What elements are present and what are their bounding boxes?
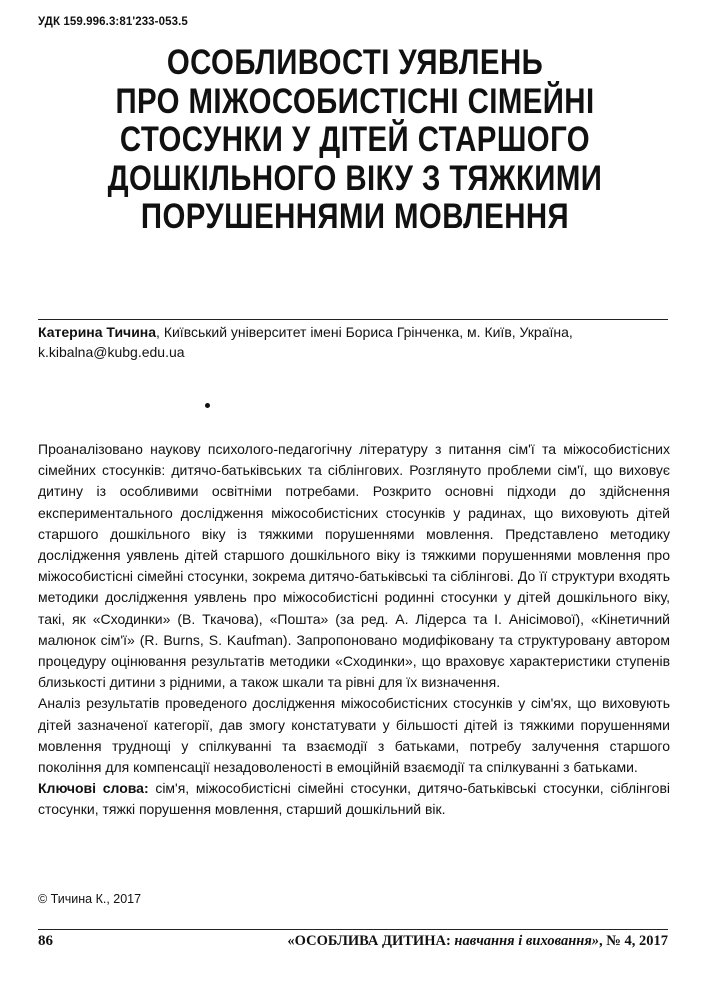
keywords-label: Ключові слова: bbox=[38, 780, 149, 797]
title-line: ПОРУШЕННЯМИ МОВЛЕННЯ bbox=[140, 197, 570, 236]
keywords-text: сім'я, міжособистісні сімейні стосунки, дитячо-батьківські стосунки, сіблінгові стосунки, тяжкі порушення мовлення, старший дошкільний вік. bbox=[38, 780, 670, 818]
keywords bbox=[38, 778, 670, 820]
abstract-paragraph: Проаналізовано наукову психолого-педагогічну літературу з питання сім'ї та міжособистісних сімейних стосунків: дитячо-батьківських та сіблінгових. Розглянуто проблеми сім'ї, що виховує дитину із особливими освітніми потребами. Розкрито основні підходи до здійснення експериментального дослідження міжособистісних стосунків у радинах, що виховують дітей старшого дошкільного віку із тяжкими порушеннями мовлення. Представлено методику дослідження уявлень дітей старшого дошкільного віку із тяжкими порушеннями мовлення про міжособистісні сімейні стосунки, зокрема дитячо-батьківські та сіблінгові. До її структури входять методики дослідження уявлень про міжособистісні родинні стосунки у дітей дошкільного віку, такі, як «Сходинки» (В. Ткачова), «Пошта» (за ред. А. Лідерса та І. Анісімової), «Кінетичний малюнок сім'ї» (R. Burns, S. Kaufman). Запропоновано модифіковану та структуровану автором процедуру оцінювання результатів методики «Сходинки», що враховує характеристики ступенів близькості дитини з рідними, а також шкали та рівні для їх визначення. bbox=[38, 441, 670, 691]
footer-divider bbox=[38, 929, 668, 930]
abstract bbox=[38, 439, 670, 821]
bullet-dot bbox=[205, 403, 210, 408]
article-title bbox=[107, 44, 603, 237]
journal-issue: , № 4, 2017 bbox=[599, 933, 668, 949]
abstract-paragraph: Аналіз результатів проведеного дослідження міжособистісних стосунків у сім'ях, що виховують дітей зазначеної категорії, дав змогу констатувати у більшості дітей із тяжкими порушеннями мовлення труднощі у спілкуванні та взаємодії з батьками, потребу залучення старшого покоління для компенсації незадоволеності в емоційній взаємодії та спілкуванні з батьками. bbox=[38, 695, 670, 776]
copyright: © Тичина К., 2017 bbox=[38, 892, 142, 906]
title-line: ПРО МІЖОСОБИСТІСНІ СІМЕЙНІ bbox=[115, 81, 595, 121]
journal-subtitle: навчання і виховання» bbox=[450, 933, 600, 949]
author-name: Катерина Тичина bbox=[38, 324, 157, 340]
author-email: k.kibalna@kubg.edu.ua bbox=[38, 344, 185, 360]
author-divider bbox=[38, 319, 668, 320]
journal-name: «ОСОБЛИВА ДИТИНА: bbox=[287, 933, 451, 949]
title-line: ДОШКІЛЬНОГО ВІКУ З ТЯЖКИМИ bbox=[107, 158, 603, 198]
title-line: СТОСУНКИ У ДІТЕЙ СТАРШОГО bbox=[119, 120, 591, 159]
author-affiliation: , Київський університет імені Бориса Грінченка, м. Київ, Україна, bbox=[156, 324, 573, 340]
page-number: 86 bbox=[38, 933, 53, 949]
title-line: ОСОБЛИВОСТІ УЯВЛЕНЬ bbox=[166, 43, 544, 82]
journal-title bbox=[287, 933, 668, 950]
udc-code: УДК 159.996.3:81'233-053.5 bbox=[38, 16, 188, 28]
author-block bbox=[38, 322, 668, 362]
